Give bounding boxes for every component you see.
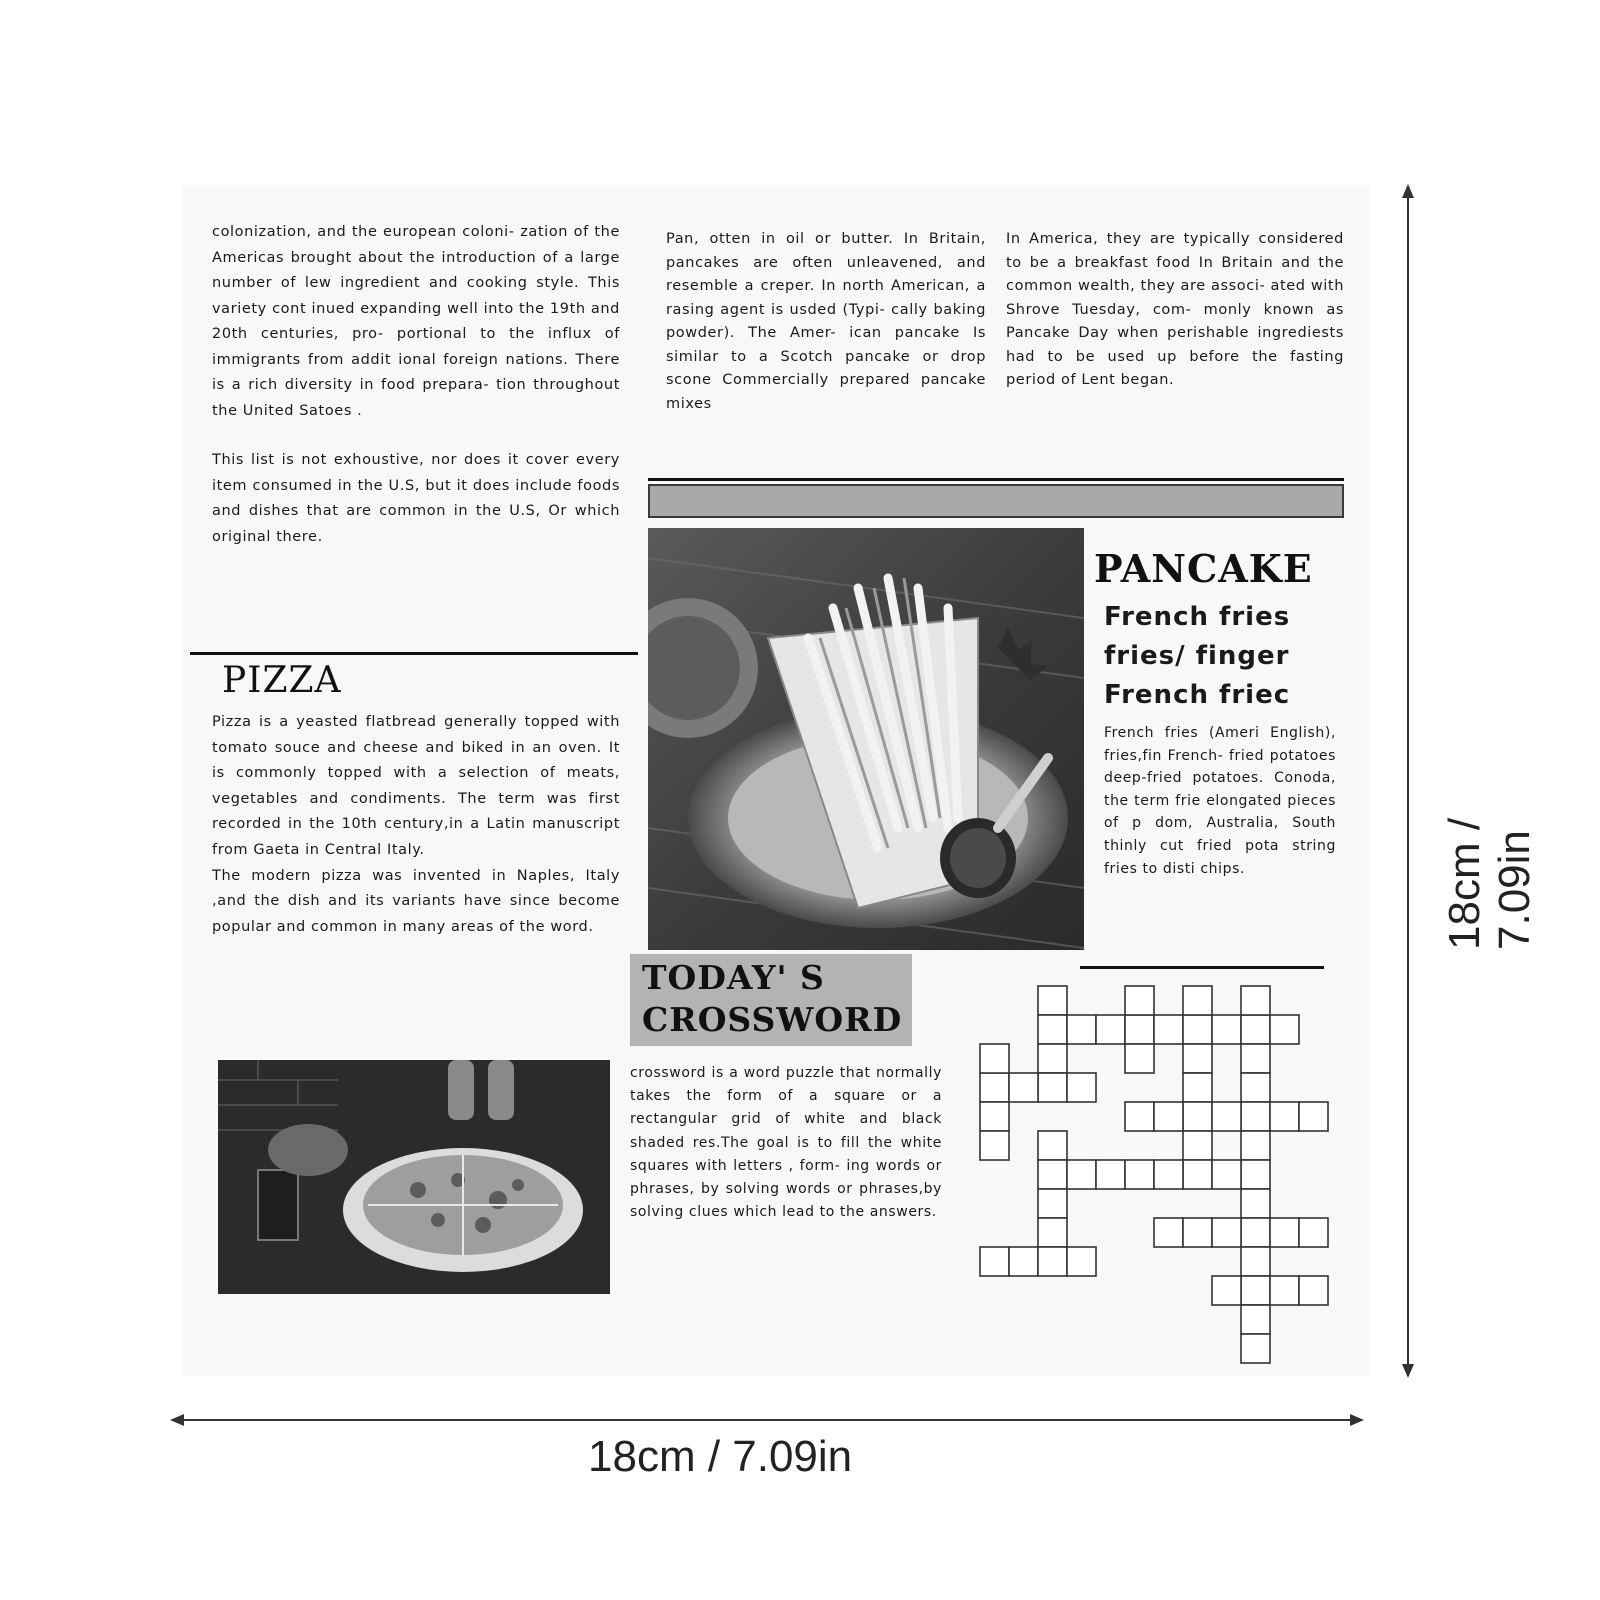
height-dimension-label: 18cm / 7.09in (1440, 817, 1539, 950)
fries-paragraph: French fries (Ameri English), fries,fin French- fried potatoes deep-fried potatoes. Conoda, the term frie elongated pieces of p dom, Australia, South thinly cut fried pota string fries to disti chips. (1104, 725, 1336, 877)
pancake-heading: PANCAKE (1094, 546, 1313, 591)
fries-heading-line-2: fries/ finger (1104, 641, 1290, 671)
fries-heading-line-1: French fries (1104, 602, 1291, 632)
pizza-heading: PIZZA (222, 660, 342, 701)
intro-paragraph-2: This list is not exhoustive, nor does it cover every item consumed in the U.S, but it does include foods and dishes that are common in the U.S, Or which original there. (212, 452, 620, 545)
pancake-paragraph-1: Pan, otten in oil or butter. In Britain, pancakes are often unleavened, and resemble a creper. In north American, a rasing agent is usded (Typi- cally baking powder). The Amer- ican pancake Is similar to a Scotch pancake or drop scone Commercially prepared pancake mixes (666, 231, 986, 412)
crossword-paragraph: crossword is a word puzzle that normally takes the form of a square or a rectangular grid of white and black shaded res.The goal is to fill the white squares with letters , form- ing words or phrases, by solving words or phrases,by solving clues which lead to the answers. (630, 1065, 942, 1221)
width-dimension-label: 18cm / 7.09in (588, 1432, 853, 1481)
pizza-paragraph-1: Pizza is a yeasted flatbread generally topped with tomato souce and cheese and biked in an oven. It is commonly topped with a selection of meats, vegetables and condiments. The term was first recorded in the 10th century,in a Latin manuscript from Gaeta in Central Italy. (212, 714, 620, 858)
crossword-heading-line-1: TODAY' S (642, 958, 825, 997)
pancake-paragraph-2: In America, they are typically considered to be a breakfast food In Britain and the common wealth, they are associ- ated with Shrove Tuesday, com- monly known as Pancake Day when perishable ingrediests had to be used up before the fasting period of Lent began. (1006, 231, 1344, 388)
intro-paragraph-1: colonization, and the european coloni- zation of the Americas brought about the introduction of a large number of lew ingredient and cooking style. This variety cont inued expanding well into the 19th and 20th centuries, pro- portional to the influx of immigrants from addit ional foreign nations. There is a rich diversity in food prepara- tion throughout the United Satoes . (212, 224, 620, 419)
fries-heading-line-3: French friec (1104, 680, 1291, 710)
pizza-paragraph-2: The modern pizza was invented in Naples, Italy ,and the dish and its variants have since become popular and common in many areas of the word. (212, 867, 620, 935)
crossword-heading-line-2: CROSSWORD (642, 1000, 903, 1039)
